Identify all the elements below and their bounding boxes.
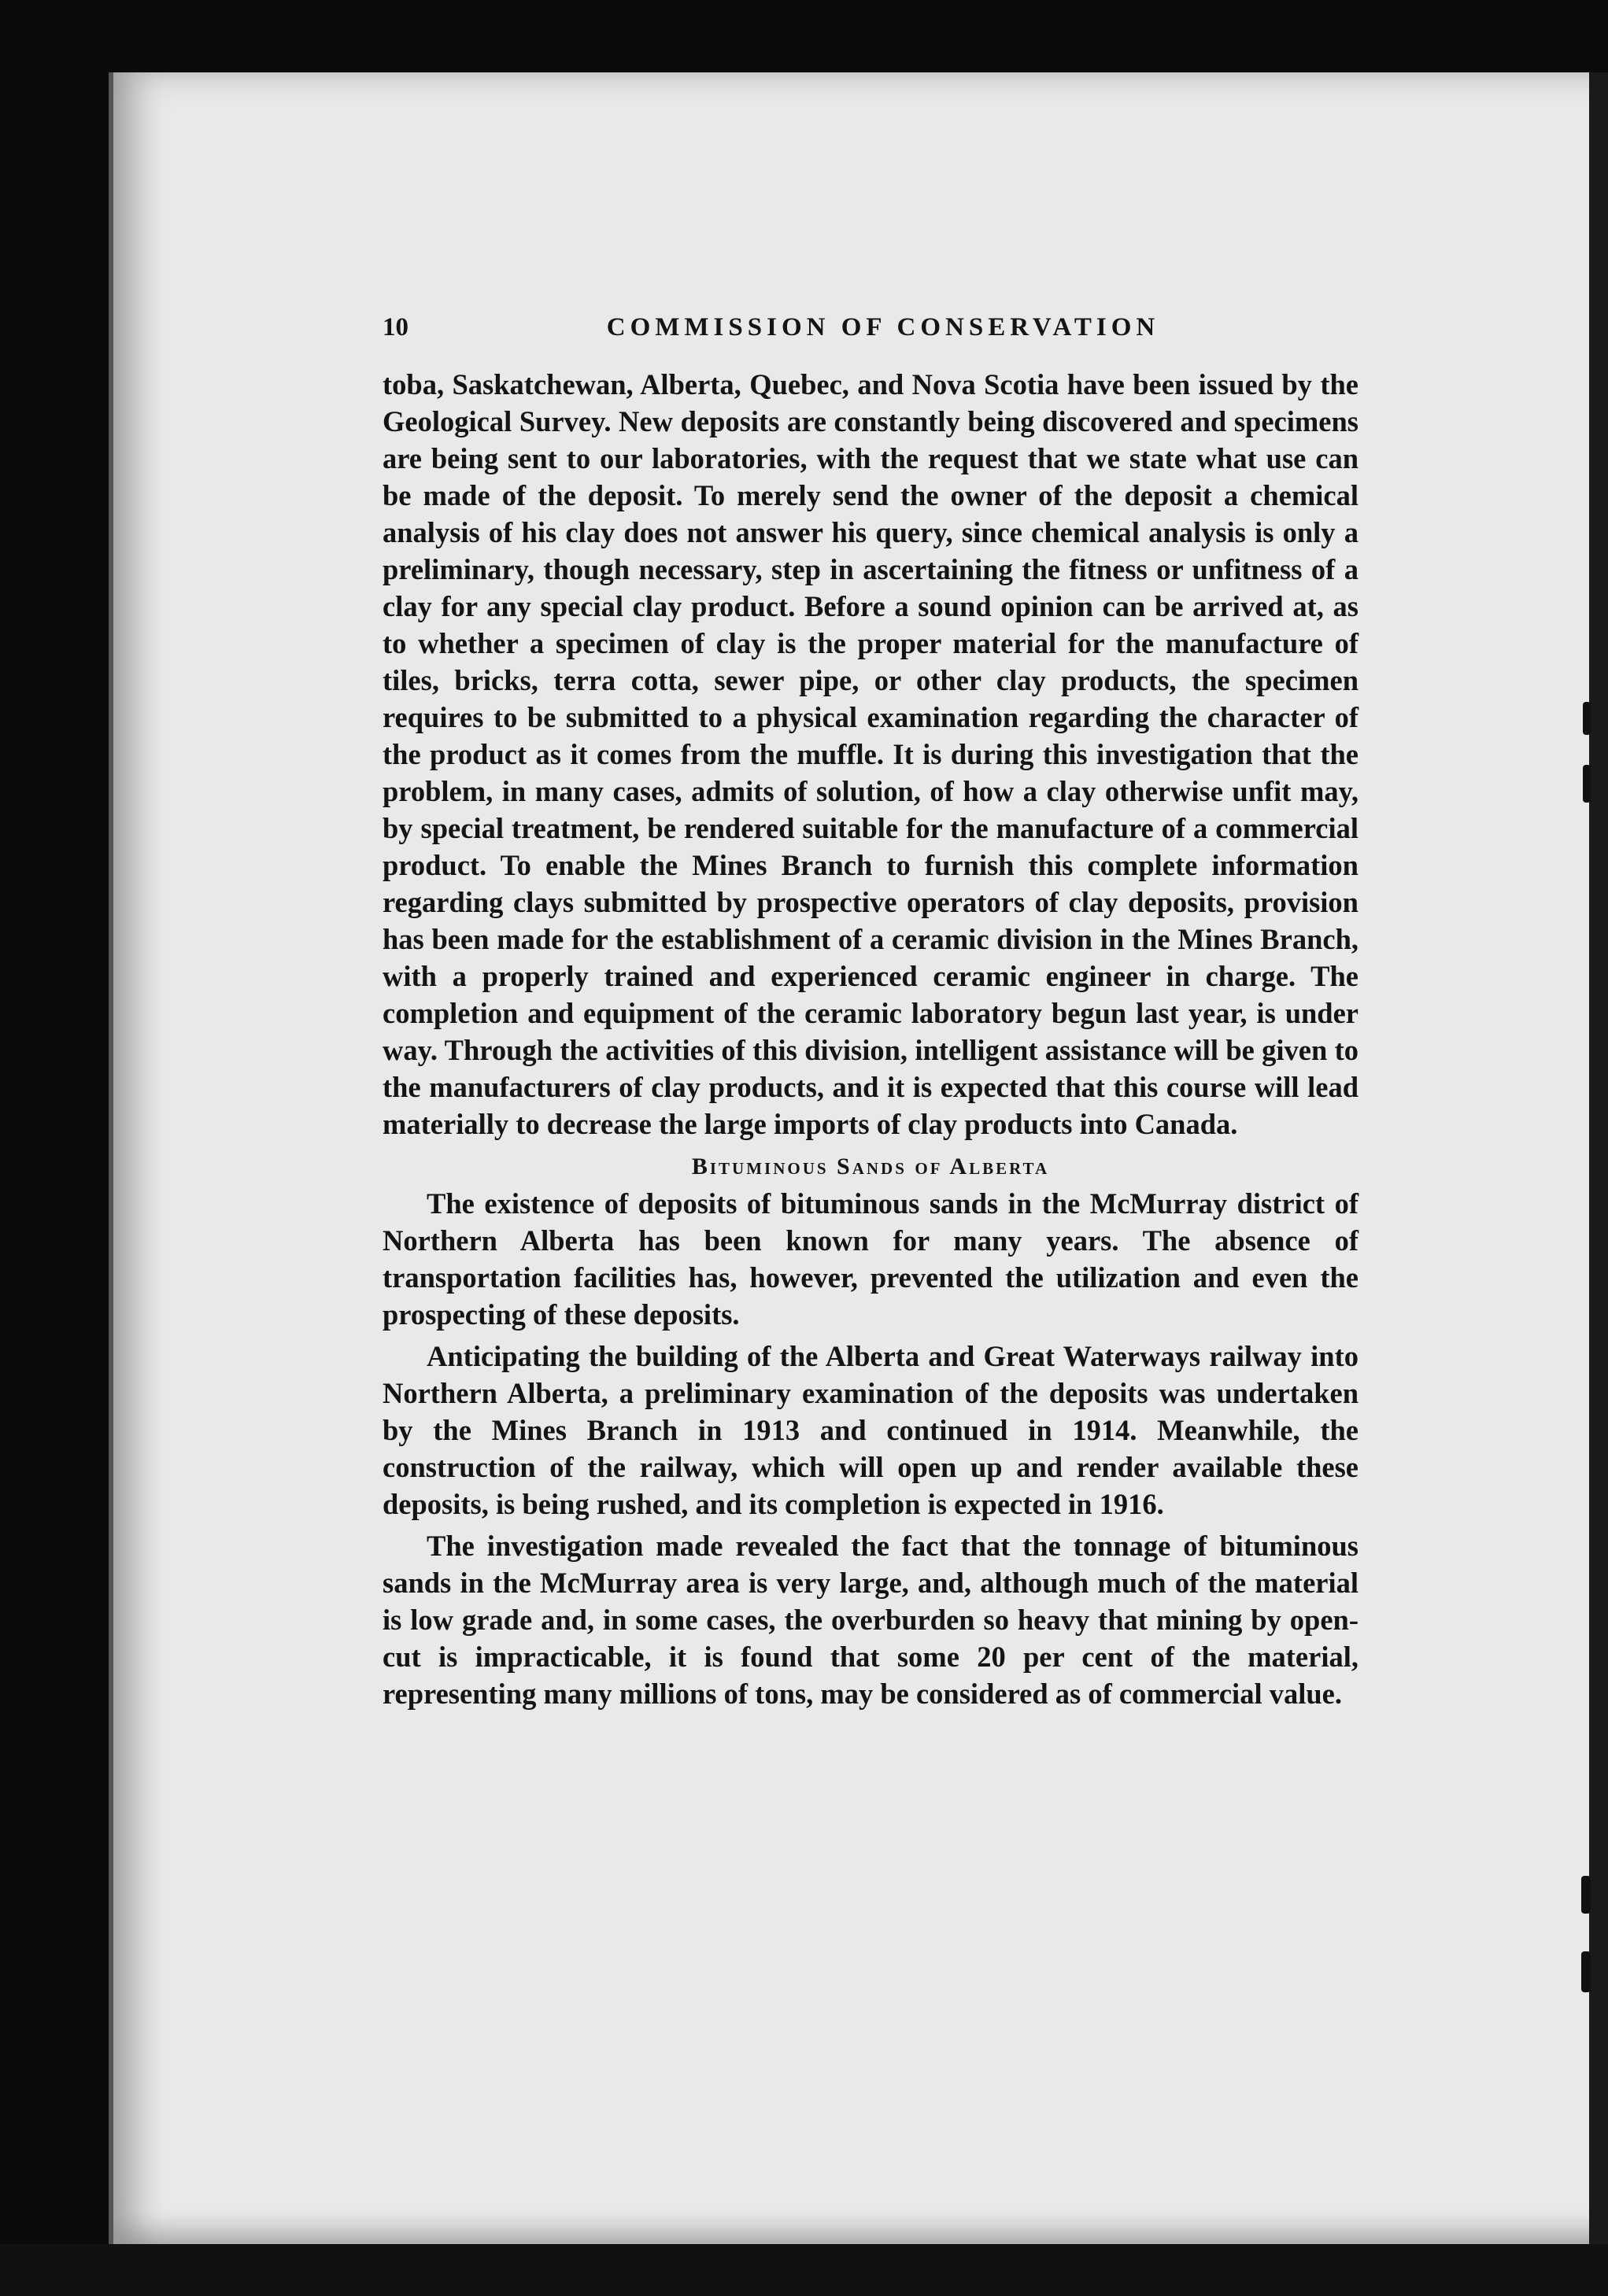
- scan-bottom-edge: [0, 2244, 1608, 2296]
- margin-mark: [1581, 1951, 1591, 1992]
- page-number: 10: [383, 313, 408, 341]
- page-header: [383, 313, 1358, 342]
- body-paragraph: Anticipating the building of the Alberta and Great Waterways railway into Northern Alberta, a preliminary examination of the deposits was undertaken by the Mines Branch in 1913 and continued in 1914. Meanwhile, the construction of the railway, which will open up and render available these deposits, is being rushed, and its completion is expected in 1916.: [383, 1340, 1358, 1520]
- body-paragraph: The investigation made revealed the fact that the tonnage of bituminous sands in the McMurray area is very large, and, although much of the material is low grade and, in some cases, the overburden so heavy that mining by open-cut is impracticable, it is found that some 20 per cent of the material, representing many millions of tons, may be considered as of commercial value.: [383, 1530, 1358, 1710]
- section-heading: Bituminous Sands of Alberta: [691, 1154, 1050, 1179]
- margin-mark: [1583, 702, 1591, 735]
- margin-mark: [1583, 765, 1591, 803]
- body-paragraph: The existence of deposits of bituminous sands in the McMurray district of Northern Alberta has been known for many years. The absence of transportation facilities has, however, prevented the utilization and even the prospecting of these deposits.: [383, 1187, 1358, 1331]
- margin-mark: [1581, 1876, 1591, 1914]
- page-content: [383, 313, 1358, 1712]
- scan-right-edge: [1589, 72, 1608, 2244]
- body-paragraph: toba, Saskatchewan, Alberta, Quebec, and Nova Scotia have been issued by the Geological Survey. New deposits are constantly being discovered and specimens are being sent to our laboratories, with the request that we state what use can be made of the deposit. To merely send the owner of the deposit a chemical analysis of his clay does not answer his query, since chemical analysis is only a preliminary, though necessary, step in ascertaining the fitness or unfitness of a clay for any special clay product. Before a sound opinion can be arrived at, as to whether a specimen of clay is the proper material for the manufacture of tiles, bricks, terra cotta, sewer pipe, or other clay products, the specimen requires to be submitted to a physical examination regarding the character of the product as it comes from the muffle. It is during this investigation that the problem, in many cases, admits of solution, of how a clay otherwise unfit may, by special treatment, be rendered suitable for the manufacture of a commercial product. To enable the Mines Branch to furnish this complete information regarding clays submitted by prospective operators of clay deposits, provision has been made for the establishment of a ceramic division in the Mines Branch, with a properly trained and experienced ceramic engineer in charge. The completion and equipment of the ceramic laboratory begun last year, is under way. Through the activities of this division, intelligent assistance will be given to the manufacturers of clay products, and it is expected that this course will lead materially to decrease the large imports of clay products into Canada.: [383, 368, 1358, 1140]
- running-head: COMMISSION OF CONSERVATION: [606, 313, 1160, 341]
